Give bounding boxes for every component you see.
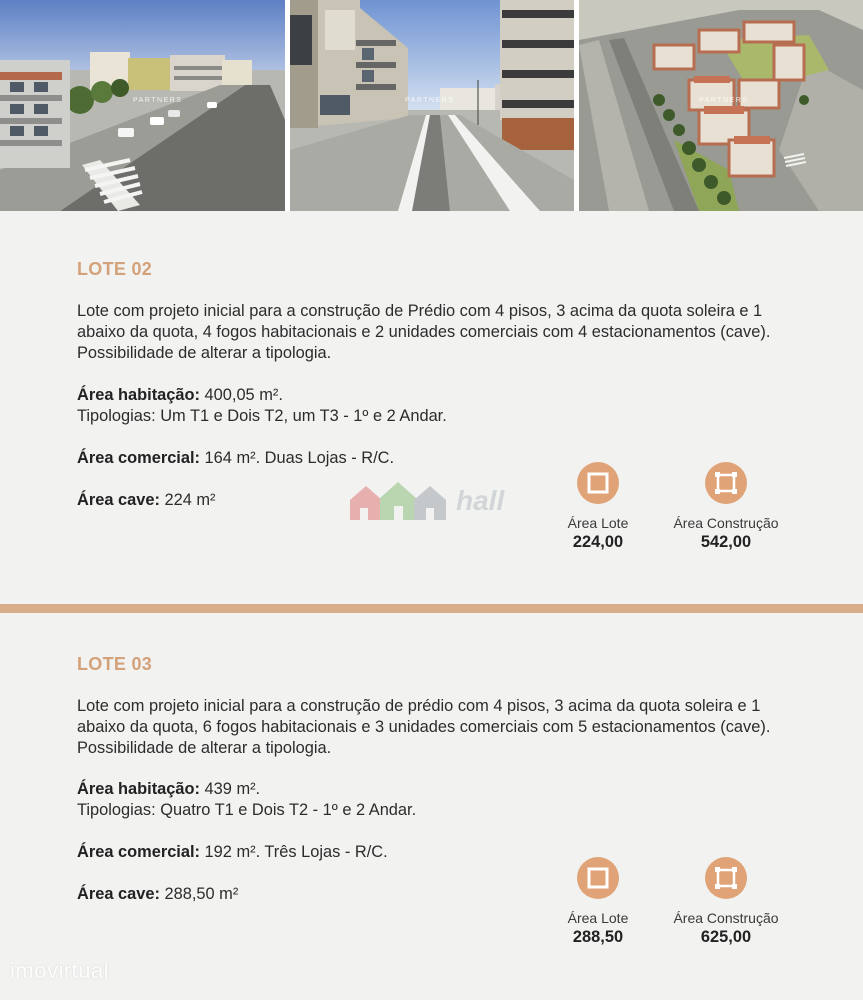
lot-02-section: [0, 211, 863, 604]
comercial-label: Área comercial:: [77, 843, 200, 861]
square-plot-icon: [577, 857, 619, 899]
imovirtual-watermark: imovirtual: [10, 958, 110, 983]
comercial-line: [77, 842, 388, 863]
habitacao-value: 439 m².: [199, 780, 261, 798]
section-divider: [0, 604, 863, 613]
building-footprint-icon: [705, 857, 747, 899]
habitacao-line: [77, 779, 260, 800]
area-construcao-label: Área Construção: [673, 910, 779, 926]
lot-03-section: [0, 613, 863, 1000]
aerial-render-image: [579, 0, 863, 211]
area-lote-value: 224,00: [572, 533, 624, 551]
cave-value: 224 m²: [159, 491, 216, 509]
area-lote-label: Área Lote: [567, 910, 629, 926]
cave-label: Área cave:: [77, 491, 160, 509]
cave-label: Área cave:: [77, 885, 160, 903]
partners-watermark: PARTNERS: [133, 97, 183, 104]
area-lote-value: 288,50: [572, 928, 624, 946]
habitacao-value: 400,05 m².: [199, 386, 283, 404]
area-construcao-metric: [661, 462, 791, 552]
comercial-label: Área comercial:: [77, 449, 200, 467]
building-footprint-icon: [705, 462, 747, 504]
cave-line: [77, 490, 216, 511]
area-lote-label: Área Lote: [567, 515, 629, 531]
habitacao-label: Área habitação:: [77, 780, 200, 798]
habitacao-label: Área habitação:: [77, 386, 200, 404]
lot-description: Lote com projeto inicial para a construção de prédio com 4 pisos, 3 acima da quota soleira e 1 abaixo da quota, 6 fogos habitacionais e 3 unidades comerciais com 5 estacionamentos (cave). Possibilidade de alterar a tipologia.: [77, 697, 771, 757]
render-photo-strip: [0, 0, 863, 211]
lot-title: LOTE 02: [77, 259, 153, 279]
street-render-image: [0, 0, 285, 211]
comercial-value: 192 m². Três Lojas - R/C.: [200, 843, 388, 861]
cave-line: [77, 884, 238, 905]
lot-description: Lote com projeto inicial para a construção de Prédio com 4 pisos, 3 acima da quota soleira e 1 abaixo da quota, 4 fogos habitacionais e 2 unidades comerciais com 4 estacionamentos (cave). Possibilidade de alterar a tipologia.: [77, 302, 771, 362]
tipologias-line: Tipologias: Quatro T1 e Dois T2 - 1º e 2 Andar.: [77, 801, 417, 819]
area-construcao-value: 625,00: [700, 928, 752, 946]
lot-title: LOTE 03: [77, 654, 153, 674]
area-lote-metric: [533, 857, 663, 947]
cave-value: 288,50 m²: [159, 885, 239, 903]
hall-watermark-text: hall: [456, 485, 505, 516]
area-lote-metric: [533, 462, 663, 552]
area-construcao-label: Área Construção: [673, 515, 779, 531]
area-construcao-metric: [661, 857, 791, 947]
square-plot-icon: [577, 462, 619, 504]
comercial-value: 164 m². Duas Lojas - R/C.: [200, 449, 395, 467]
comercial-line: [77, 448, 394, 469]
tipologias-line: Tipologias: Um T1 e Dois T2, um T3 - 1º e 2 Andar.: [77, 407, 447, 425]
hall-watermark-logo: [350, 482, 515, 522]
svg-text:PARTNERS: PARTNERS: [405, 97, 455, 104]
area-construcao-value: 542,00: [700, 533, 752, 551]
svg-text:PARTNERS: PARTNERS: [699, 97, 749, 104]
habitacao-line: [77, 385, 283, 406]
street-perspective-render-image: [290, 0, 574, 211]
